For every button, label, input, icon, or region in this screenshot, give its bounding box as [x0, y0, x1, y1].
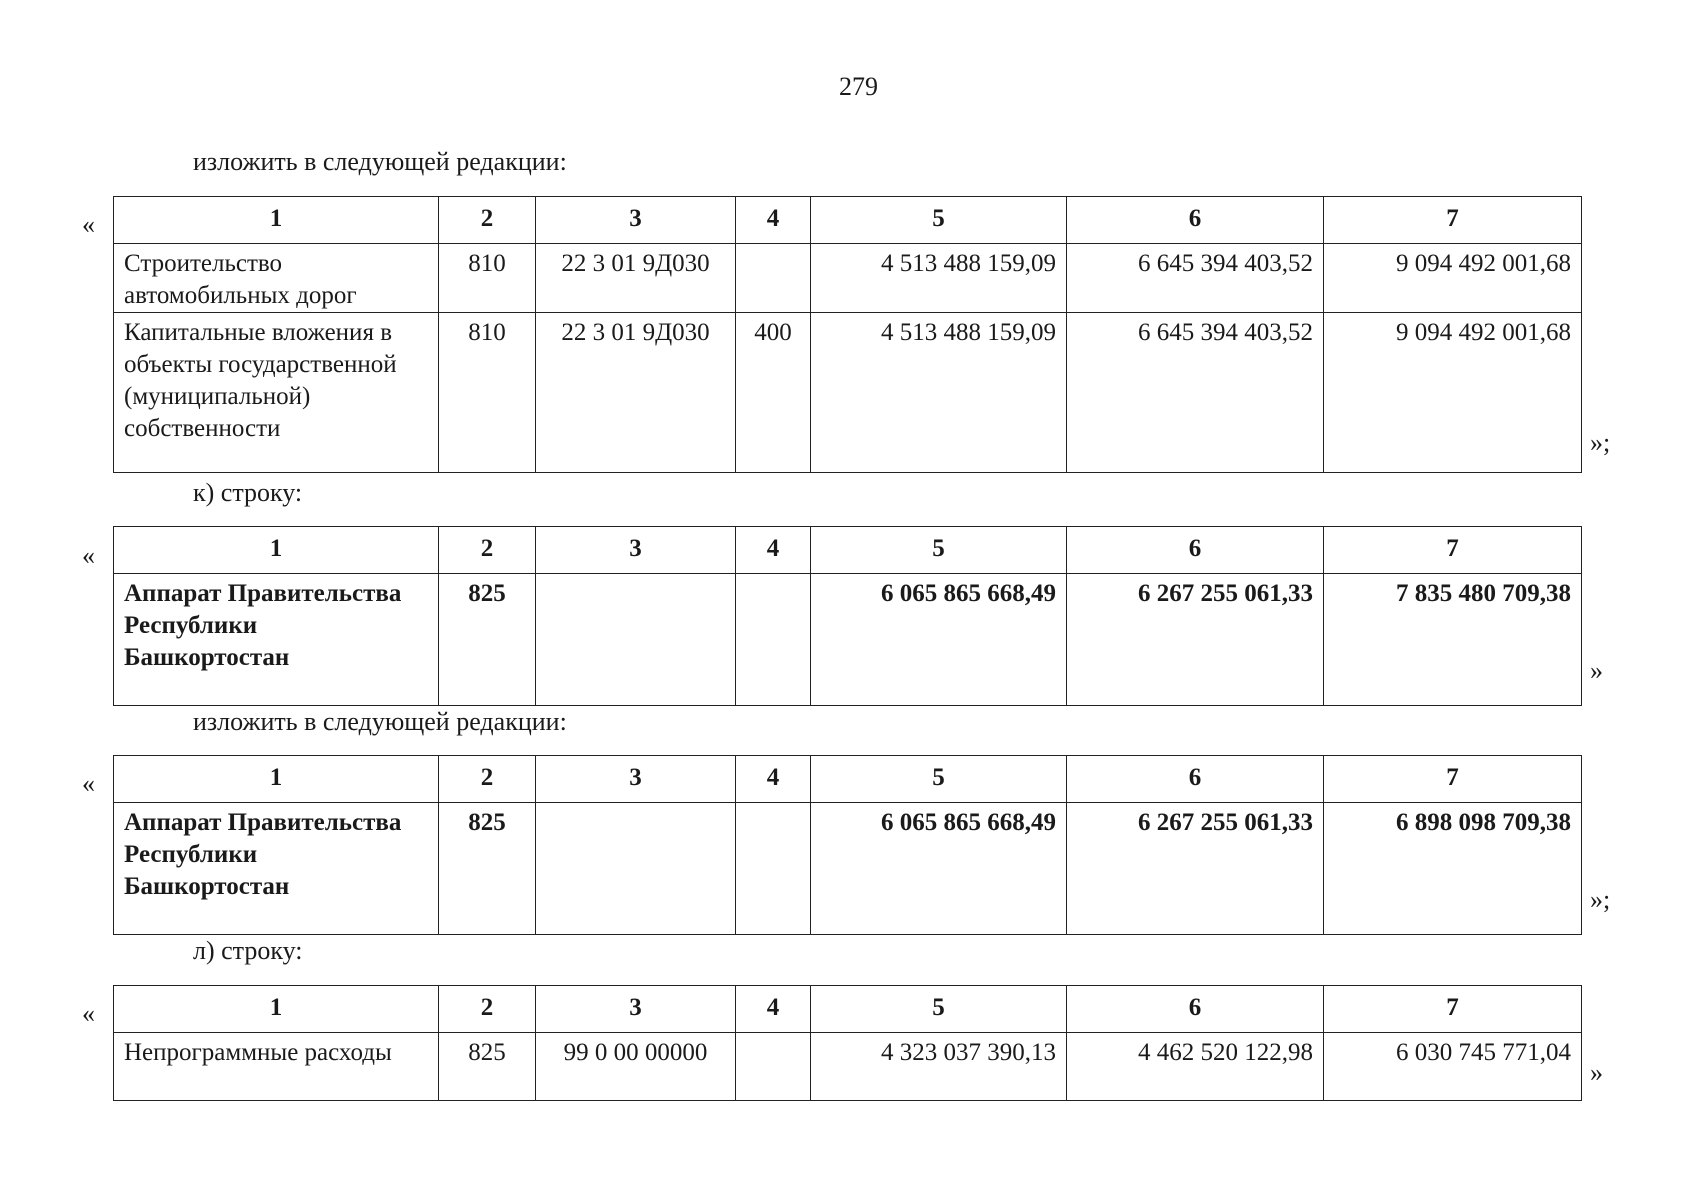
row-name-cell: Непрограммные расходы [114, 1033, 439, 1101]
column-header: 1 [114, 756, 439, 803]
column-header: 2 [439, 756, 536, 803]
column-header: 6 [1067, 197, 1324, 244]
column-header: 2 [439, 197, 536, 244]
amount-cell: 6 065 865 668,49 [811, 803, 1067, 935]
column-header: 6 [1067, 756, 1324, 803]
budget-table [113, 526, 1582, 706]
column-header: 4 [736, 197, 811, 244]
opening-quote: « [82, 210, 95, 239]
table-header-row [114, 197, 1582, 244]
amount-cell: 6 645 394 403,52 [1067, 244, 1324, 313]
column-header: 3 [536, 527, 736, 574]
expense-type-cell [736, 803, 811, 935]
amount-cell: 6 065 865 668,49 [811, 574, 1067, 706]
amount-cell: 6 267 255 061,33 [1067, 803, 1324, 935]
column-header: 4 [736, 527, 811, 574]
column-header: 5 [811, 197, 1067, 244]
block-intro: изложить в следующей редакции: [193, 147, 567, 176]
column-header: 3 [536, 197, 736, 244]
column-header: 7 [1324, 986, 1582, 1033]
expense-type-cell [736, 574, 811, 706]
opening-quote: « [82, 769, 95, 798]
amount-cell: 6 030 745 771,04 [1324, 1033, 1582, 1101]
amount-cell: 9 094 492 001,68 [1324, 244, 1582, 313]
table-header-row [114, 986, 1582, 1033]
table-header-row [114, 527, 1582, 574]
column-header: 3 [536, 986, 736, 1033]
block-intro: изложить в следующей редакции: [193, 707, 567, 736]
column-header: 7 [1324, 527, 1582, 574]
amount-cell: 9 094 492 001,68 [1324, 313, 1582, 473]
column-header: 2 [439, 986, 536, 1033]
column-header: 3 [536, 756, 736, 803]
column-header: 1 [114, 527, 439, 574]
closing-quote: »; [1590, 885, 1611, 914]
column-header: 7 [1324, 197, 1582, 244]
ministry-code-cell: 825 [439, 1033, 536, 1101]
row-name-cell: Строительство автомобильных дорог [114, 244, 439, 313]
opening-quote: « [82, 541, 95, 570]
closing-quote: » [1590, 656, 1603, 685]
column-header: 2 [439, 527, 536, 574]
amount-cell: 6 898 098 709,38 [1324, 803, 1582, 935]
column-header: 1 [114, 197, 439, 244]
closing-quote: » [1590, 1058, 1603, 1087]
ministry-code-cell: 810 [439, 313, 536, 473]
column-header: 6 [1067, 527, 1324, 574]
row-name-cell: Аппарат Правительства Республики Башкортостан [114, 574, 439, 706]
table-header-row [114, 756, 1582, 803]
target-article-cell [536, 803, 736, 935]
table-row [114, 574, 1582, 706]
column-header: 4 [736, 986, 811, 1033]
amount-cell: 4 513 488 159,09 [811, 244, 1067, 313]
expense-type-cell [736, 1033, 811, 1101]
opening-quote: « [82, 999, 95, 1028]
table-row [114, 1033, 1582, 1101]
budget-table [113, 985, 1582, 1101]
ministry-code-cell: 825 [439, 574, 536, 706]
amount-cell: 4 513 488 159,09 [811, 313, 1067, 473]
amount-cell: 6 267 255 061,33 [1067, 574, 1324, 706]
closing-quote: »; [1590, 428, 1611, 457]
column-header: 6 [1067, 986, 1324, 1033]
amount-cell: 6 645 394 403,52 [1067, 313, 1324, 473]
column-header: 5 [811, 527, 1067, 574]
ministry-code-cell: 810 [439, 244, 536, 313]
target-article-cell [536, 574, 736, 706]
target-article-cell: 22 3 01 9Д030 [536, 244, 736, 313]
row-name-cell: Капитальные вложения в объекты государственной (муниципальной) собственности [114, 313, 439, 473]
column-header: 7 [1324, 756, 1582, 803]
amount-cell: 7 835 480 709,38 [1324, 574, 1582, 706]
page-number: 279 [839, 72, 878, 101]
block-intro: к) строку: [193, 478, 303, 507]
expense-type-cell: 400 [736, 313, 811, 473]
table-row [114, 244, 1582, 313]
target-article-cell: 22 3 01 9Д030 [536, 313, 736, 473]
column-header: 5 [811, 756, 1067, 803]
ministry-code-cell: 825 [439, 803, 536, 935]
amount-cell: 4 462 520 122,98 [1067, 1033, 1324, 1101]
block-intro: л) строку: [193, 936, 303, 965]
table-row [114, 313, 1582, 473]
amount-cell: 4 323 037 390,13 [811, 1033, 1067, 1101]
row-name-cell: Аппарат Правительства Республики Башкортостан [114, 803, 439, 935]
column-header: 4 [736, 756, 811, 803]
column-header: 5 [811, 986, 1067, 1033]
expense-type-cell [736, 244, 811, 313]
budget-table [113, 196, 1582, 473]
target-article-cell: 99 0 00 00000 [536, 1033, 736, 1101]
budget-table [113, 755, 1582, 935]
table-row [114, 803, 1582, 935]
column-header: 1 [114, 986, 439, 1033]
